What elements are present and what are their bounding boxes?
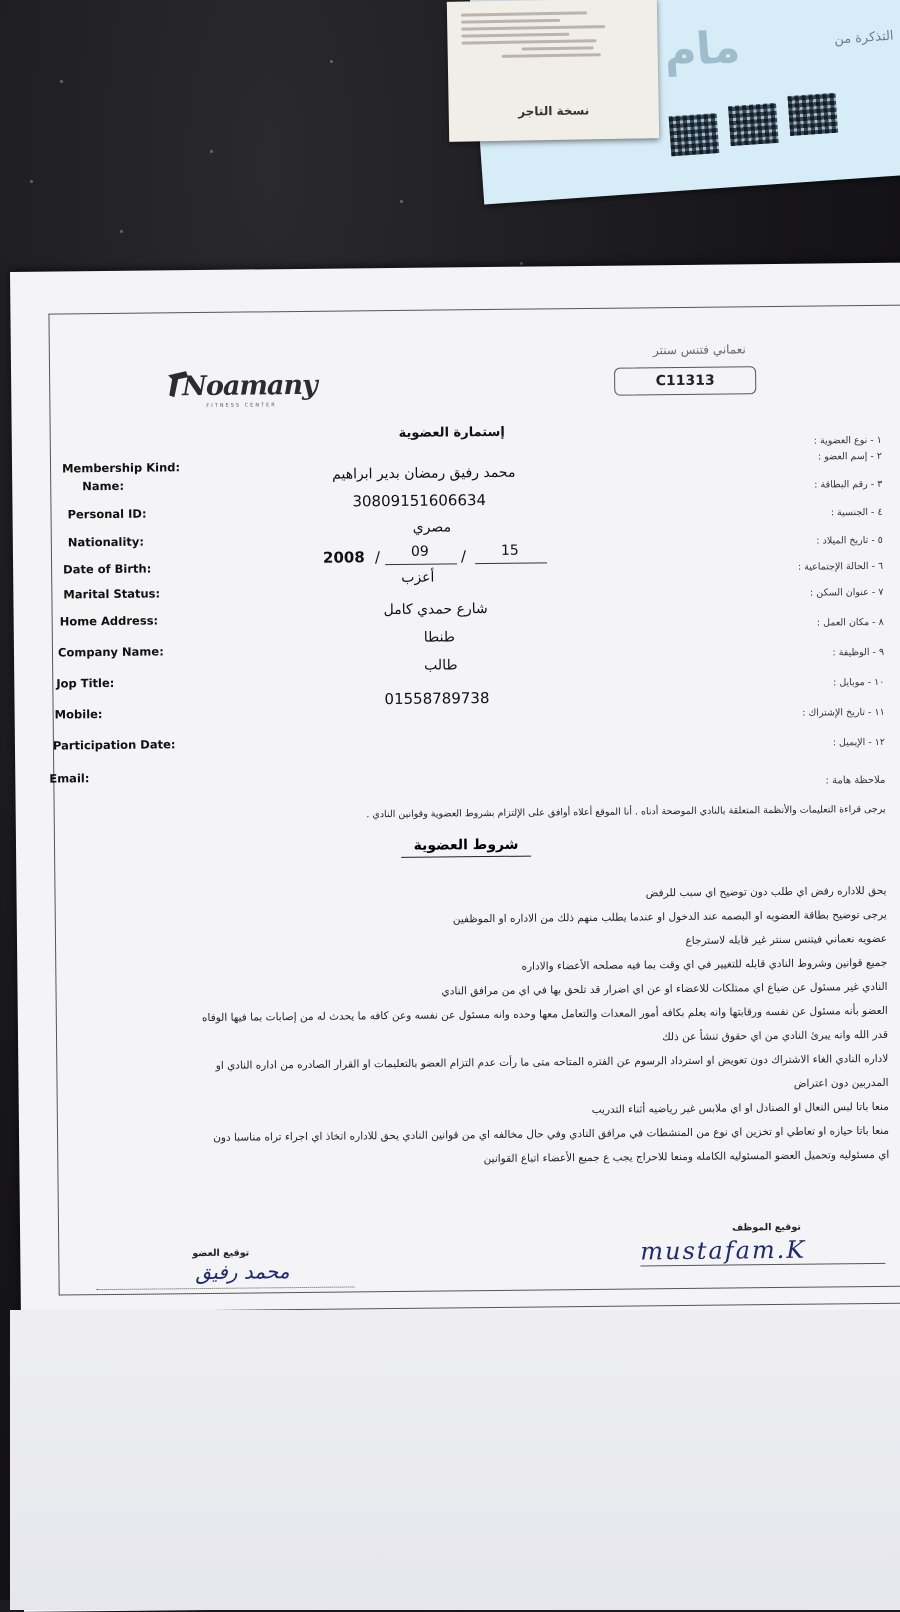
term-item: قدر الله وانه يبرئ النادي من اي حقوق تنشأ عن ذلك <box>661 1028 889 1044</box>
value-home-address: شارع حمدي كامل <box>383 601 488 619</box>
dob-separator: / <box>460 547 467 566</box>
background-speck <box>30 180 33 183</box>
ar-label-home-address: ٧ - عنوان السكن : <box>809 586 884 599</box>
member-signature-label: توقيع العضو <box>192 1247 250 1260</box>
value-job-title: طالب <box>424 657 458 674</box>
ar-label-membership-kind: ١ - نوع العضوية : <box>813 434 882 447</box>
terms-list <box>16 879 889 1176</box>
term-item: منعا باتا لبس النعال او الصنادل او اي ملابس غير رياضيه أثناء التدريب <box>591 1100 889 1116</box>
form-id-box: C11313 <box>614 366 756 395</box>
term-item: المدربين دون اعتراض <box>793 1076 889 1090</box>
receipt-title: نسخة التاجر <box>518 103 590 119</box>
label-personal-id: Personal ID: <box>67 506 147 522</box>
value-dob-year: 2008 <box>322 548 365 567</box>
label-marital-status: Marital Status: <box>63 586 161 602</box>
member-signature: محمد رفيق <box>195 1259 290 1285</box>
background-speck <box>120 230 123 233</box>
ar-label-nationality: ٤ - الجنسية : <box>830 506 883 519</box>
ar-label-id-number: ٣ - رقم البطاقة : <box>814 478 883 491</box>
ar-label-name: ٢ - إسم العضو : <box>817 450 883 463</box>
term-item: منعا باتا حيازه او تعاطي او تخزين اي نوع من المنشطات في مرافق النادي وفي حال مخالفه اي من قوانين النادي يحق للاداره اتخاذ اي اجراء تراه مناسبا دون <box>213 1124 890 1144</box>
value-dob-day: 15 <box>500 542 519 559</box>
label-participation-date: Participation Date: <box>52 737 176 753</box>
merchant-receipt <box>447 0 659 142</box>
qr-code-icon <box>728 103 779 146</box>
term-item: يحق للاداره رفض اي طلب دون توضيح اي سبب للرفض <box>645 884 887 900</box>
qr-code-icon <box>669 113 720 156</box>
label-email: Email: <box>49 771 90 786</box>
ar-label-job: ٩ - الوظيفة : <box>832 646 885 659</box>
value-nationality: مصري <box>412 519 452 536</box>
ar-label-email: ١٢ - الإيميل : <box>832 736 886 749</box>
important-note-title: ملاحظة هامة : <box>825 774 886 787</box>
term-item: النادي غير مسئول عن ضياع اي ممتلكات للاعضاء او عن اي اضرار قد تلحق بها في اي من مرافق النادي <box>441 980 888 998</box>
background-speck <box>400 200 403 203</box>
value-name: محمد رفيق رمضان بدير ابراهيم <box>332 464 516 483</box>
term-item: العضو بأنه مسئول عن نفسه ورقابتها وانه يعلم بكافه أمور المعدات والتعامل معها وحده وانه مسئول عن نفسه وعن كافه ما يحدث له من إصابات بما فيها الوفاه <box>201 1004 888 1025</box>
ar-label-subscription-date: ١١ - تاريخ الإشتراك : <box>802 706 885 719</box>
dob-separator: / <box>374 548 381 567</box>
term-item: عضويه نعماني فيتنس سنتر غير قابله لاسترجاع <box>685 932 888 947</box>
term-item: يرجى توضيح بطاقة العضويه او البصمه عند الدخول او عندما يطلب منهم ذلك من الاداره او الموظفين <box>452 908 887 926</box>
value-personal-id: 30809151606634 <box>352 491 487 511</box>
ar-label-date-of-birth: ٥ - تاريخ الميلاد : <box>816 534 883 547</box>
background-speck <box>330 60 333 63</box>
staff-signature-label: توقيع الموظف <box>731 1221 801 1234</box>
value-dob-month: 09 <box>410 543 429 560</box>
label-membership-kind: Membership Kind: <box>61 460 181 476</box>
form-title: إستمارة العضوية <box>398 424 505 441</box>
value-marital-status: أعزب <box>401 569 435 586</box>
logo-subtitle: FITNESS CENTER <box>206 402 277 409</box>
ar-label-marital-status: ٦ - الحالة الإجتماعية : <box>797 560 884 573</box>
terms-title: شروط العضوية <box>401 837 531 858</box>
term-item: اي مسئوليه وتحميل العضو المسئوليه الكامله ومنعا للاحراج يجب ع جميع الأعضاء اتباع القوانين <box>483 1148 890 1166</box>
value-mobile: 01558789738 <box>384 689 490 709</box>
intro-text: يرجى قراءة التعليمات والأنظمة المتعلقة بالنادي الموضحة أدناه . أنا الموقع أعلاه أوافق على الإلتزام بشروط العضوية وقوانين النادي . <box>366 803 886 821</box>
qr-code-icon <box>787 93 838 136</box>
label-nationality: Nationality: <box>67 534 145 550</box>
ar-label-mobile: ١٠ - موبايل : <box>833 676 885 689</box>
label-company-name: Company Name: <box>57 644 164 660</box>
label-name: Name: <box>82 478 125 494</box>
label-job-title: Jop Title: <box>56 675 115 691</box>
ticket-label: التذكرة من <box>833 28 895 48</box>
center-name: نعماني فتنس سنتر <box>652 342 746 358</box>
ticket-watermark: مام <box>662 21 742 78</box>
receipt-print-lines <box>461 6 642 62</box>
label-date-of-birth: Date of Birth: <box>63 561 152 577</box>
staff-signature: mustafam.K <box>640 1235 807 1266</box>
term-item: جميع قوانين وشروط النادي قابله للتغيير في اي وقت بما فيه مصلحه الأعضاء والاداره <box>521 956 888 973</box>
value-company-name: طنطا <box>423 629 456 646</box>
background-speck <box>520 262 523 265</box>
background-speck <box>210 150 213 153</box>
ar-label-work-place: ٨ - مكان العمل : <box>816 616 884 629</box>
paper-bottom-shade <box>10 1310 900 1610</box>
label-mobile: Mobile: <box>54 707 103 722</box>
label-home-address: Home Address: <box>59 613 159 629</box>
logo-text: Noamany <box>182 369 317 403</box>
club-logo <box>166 364 317 413</box>
background-speck <box>60 80 63 83</box>
term-item: لاداره النادي الغاء الاشتراك دون تعويض او استرداد الرسوم عن الفتره المتاحه متى ما رأت عدم التزام العضو بالتعليمات او القرار الصادره من اداره النادي او <box>215 1052 889 1072</box>
